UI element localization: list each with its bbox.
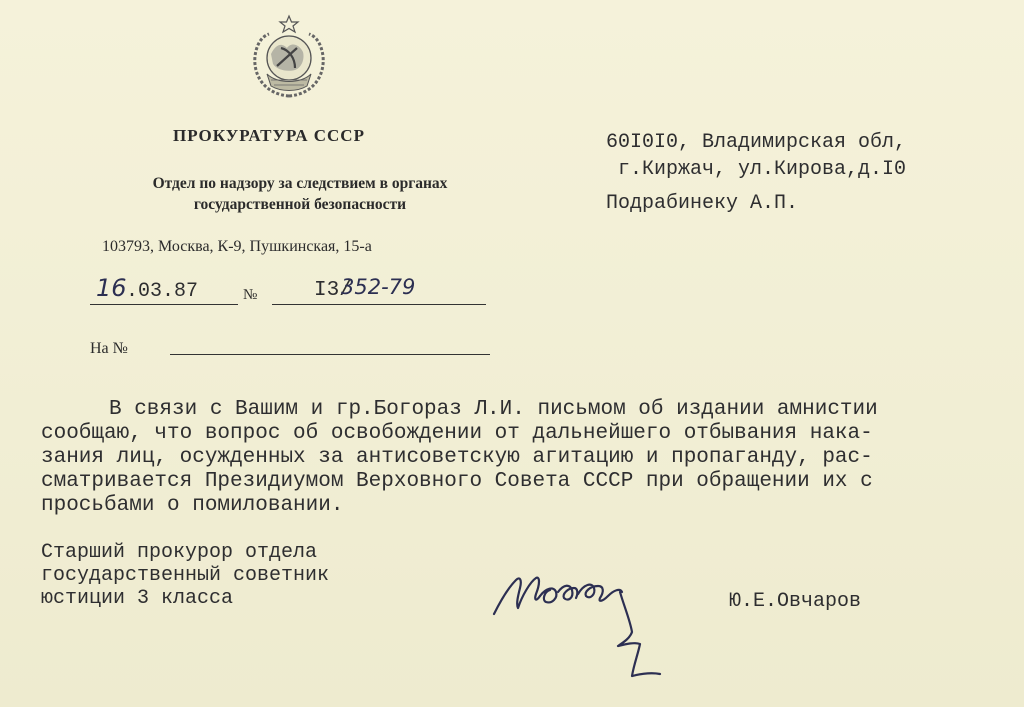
reply-to-label: На № [90,340,128,357]
recipient-postal-line: 60I0I0, Владимирская обл, [606,131,907,154]
body-line: сообщаю, что вопрос об освобождении от дальнейшего отбывания нака- [41,422,873,445]
number-underline [272,304,486,305]
signatory-title [41,541,329,610]
number-label: № [243,287,258,303]
handwritten-signature [490,566,680,690]
department-name: Отдел по надзору за следствием в органах государственной безопасности [152,175,448,213]
ussr-emblem-icon [247,14,331,102]
recipient-street-line: г.Киржач, ул.Кирова,д.I0 [618,158,907,181]
body-line: просьбами о помиловании. [41,494,344,517]
recipient-block [606,129,906,217]
agency-name: ПРОКУРАТУРА СССР [173,126,365,145]
signatory-title-line: государственный советник [41,564,330,587]
body-line: сматривается Президиумом Верховного Совета СССР при обращении их с [41,470,873,493]
date-day-handwritten: 16 [96,274,127,302]
signatory-title-line: юстиции 3 класса [41,587,234,610]
date-underline [90,304,238,305]
body-line: зания лиц, осужденных за антисоветскую агитацию и пропаганду, рас- [41,446,873,469]
reference-number-handwritten: 352-79 [341,275,416,299]
letter-body [41,398,878,518]
reference-number-prefix: I3/ [314,279,352,302]
agency-address: 103793, Москва, К-9, Пушкинская, 15-а [102,238,372,255]
signatory-name: Ю.Е.Овчаров [729,590,862,613]
signatory-title-line: Старший прокурор отдела [41,541,318,564]
date-month-year: .03.87 [126,280,199,303]
reply-to-underline [170,354,490,355]
recipient-name: Подрабинеку А.П. [606,192,799,215]
body-line: В связи с Вашим и гр.Богораз Л.И. письмом об издании амнистии [109,398,878,421]
